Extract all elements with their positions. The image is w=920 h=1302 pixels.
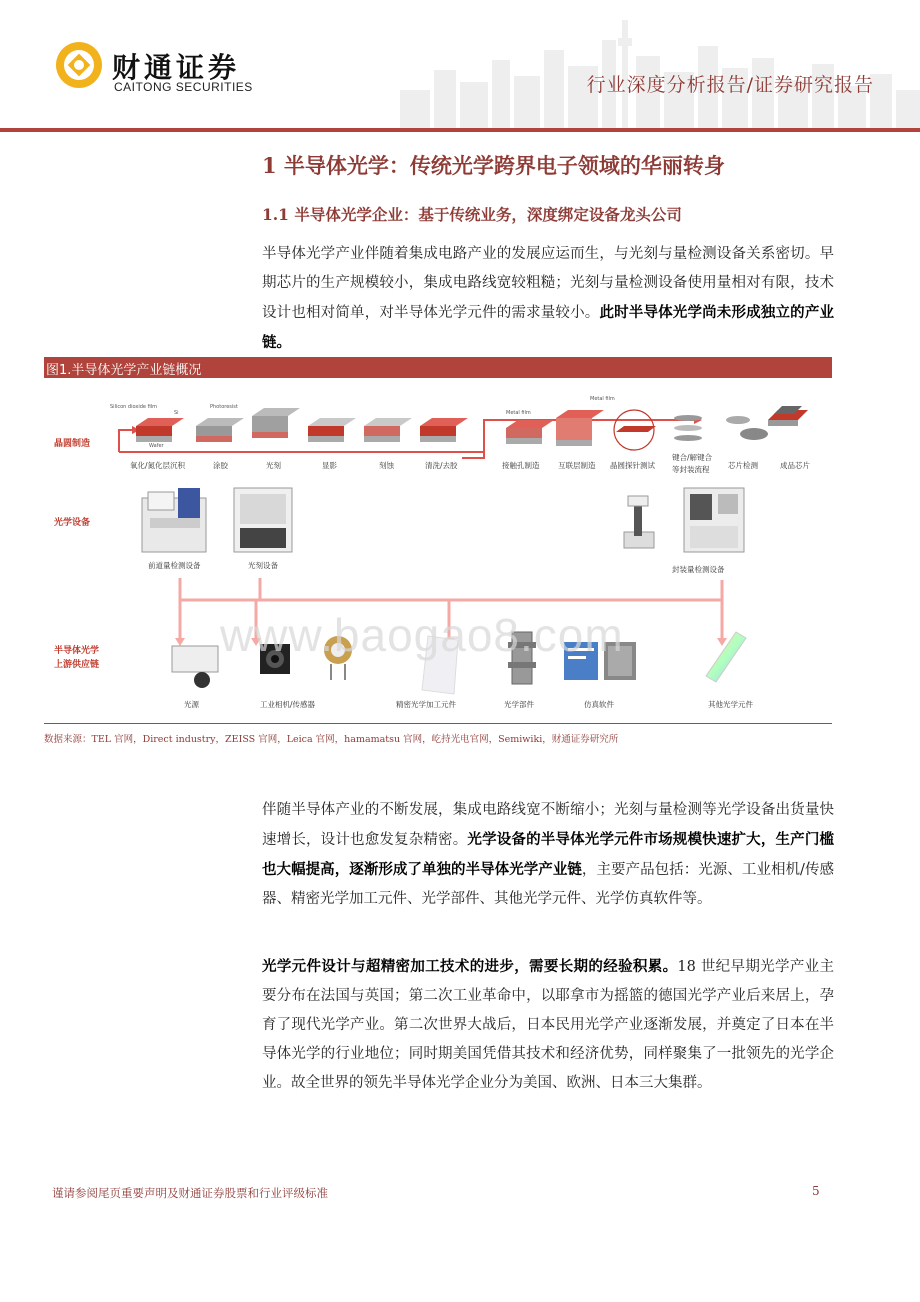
row-label-equipment: 光学设备 — [54, 518, 91, 528]
row-label-upstream-2: 上游供应链 — [54, 660, 100, 670]
paragraph-1 — [262, 240, 834, 358]
logo-chinese-name: 财通证券 — [112, 51, 241, 84]
upstream-label: 光学部件 — [504, 700, 534, 709]
section-heading: 1 半导体光学：传统光学跨界电子领域的华丽转身 — [262, 153, 725, 178]
figure-title: 图1.半导体光学产业链概况 — [46, 363, 202, 378]
tag-si: Si — [174, 410, 179, 416]
tag-metal-film-2: Metal film — [590, 396, 615, 402]
paragraph-2-emphasis: 光学设备的半导体光学元件市场规模快速扩大，生产门槛也大幅提高，逐渐形成了单独的半导体光学产业链 — [262, 831, 835, 878]
subsection-heading: 1.1 半导体光学企业：基于传统业务，深度绑定设备龙头公司 — [262, 205, 682, 224]
watermark: www.baogao8.com — [220, 609, 624, 661]
paragraph-1-emphasis: 此时半导体光学尚未形成独立的产业链。 — [262, 304, 835, 351]
figure-bottom-rule — [44, 723, 832, 724]
paragraph-3-text: 18 世纪早期光学产业主要分布在法国与英国；第二次工业革命中，以耶拿市为摇篮的德国光学产业后来居上，孕育了现代光学产业。第二次世界大战后，日本民用光学产业逐渐发展，并奠定了日本在半导体光学的行业地位；同时期美国凭借其技术和经济优势，同样聚集了一批领先的光学企业。故全世界的领先半导体光学企业分为美国、欧洲、日本三大集群。 — [262, 959, 835, 1091]
industry-chain-diagram — [44, 380, 832, 722]
figure-source: 数据来源：TEL 官网，Direct industry，ZEISS 官网，Leica 官网，hamamatsu 官网，屹持光电官网，Semiwiki，财通证券研究所 — [44, 734, 619, 745]
paragraph-2-text-b: ，主要产品包括：光源、工业相机/传感器、精密光学加工元件、光学部件、其他光学元件、光学仿真软件等。 — [262, 862, 834, 907]
paragraph-2-text-a: 伴随半导体产业的不断发展，集成电路线宽不断缩小；光刻与量检测等光学设备出货量快速增长，设计也愈发复杂精密。 — [262, 802, 834, 848]
step-label: 显影 — [322, 461, 337, 470]
wafer-step-blocks — [136, 406, 808, 450]
step-label: 等封装流程 — [672, 465, 710, 474]
step-label: 芯片检测 — [728, 461, 758, 470]
step-label: 清洗/去胶 — [425, 461, 458, 470]
step-label: 刻蚀 — [379, 461, 394, 470]
header-divider — [0, 128, 920, 132]
paragraph-2 — [262, 796, 834, 914]
equipment-label: 前道量检测设备 — [148, 561, 201, 570]
caitong-logo-icon — [54, 40, 104, 90]
equipment-label: 光刻设备 — [248, 561, 278, 570]
step-label: 光刻 — [266, 461, 281, 470]
tag-silicon-dioxide: Silicon dioxide film — [110, 404, 157, 410]
step-label: 接触孔制造 — [502, 461, 540, 470]
step-label: 互联层制造 — [558, 461, 596, 470]
upstream-label: 光源 — [184, 700, 199, 709]
city-skyline-decoration — [400, 0, 920, 128]
tag-metal-film-1: Metal film — [506, 410, 531, 416]
paragraph-3-emphasis: 光学元件设计与超精密加工技术的进步，需要长期的经验积累。 — [262, 958, 678, 975]
paragraph-3 — [262, 952, 834, 1098]
upstream-label: 其他光学元件 — [708, 700, 753, 709]
report-type-label: 行业深度分析报告/证券研究报告 — [586, 74, 874, 96]
upstream-label: 精密光学加工元件 — [396, 700, 456, 709]
page-number: 5 — [812, 1184, 820, 1198]
upstream-label: 仿真软件 — [584, 700, 614, 709]
step-label: 成品芯片 — [780, 461, 810, 470]
row-label-upstream-1: 半导体光学 — [54, 646, 100, 656]
tag-wafer: Wafer — [149, 443, 164, 449]
equipment-label: 封装量检测设备 — [672, 565, 725, 574]
step-label: 氧化/氮化层沉积 — [130, 461, 186, 470]
paragraph-1-text: 半导体光学产业伴随着集成电路产业的发展应运而生，与光刻与量检测设备关系密切。早期芯片的生产规模较小，集成电路线宽较粗糙；光刻与量检测设备使用量相对有限，技术设计也相对简单，对半导体光学元件的需求量较小。 — [262, 246, 834, 321]
step-label: 晶圆探针测试 — [610, 461, 655, 470]
footer-disclaimer: 谨请参阅尾页重要声明及财通证券股票和行业评级标准 — [52, 1186, 328, 1200]
step-label: 键合/解键合 — [672, 453, 713, 462]
row-label-wafer: 晶圆制造 — [54, 439, 91, 449]
step-label: 涂胶 — [213, 461, 228, 470]
upstream-label: 工业相机/传感器 — [260, 700, 316, 709]
equipment-images — [142, 488, 744, 552]
process-step-labels — [130, 452, 810, 474]
logo-english-name: CAITONG SECURITIES — [114, 80, 253, 94]
tag-photoresist: Photoresist — [210, 404, 238, 410]
